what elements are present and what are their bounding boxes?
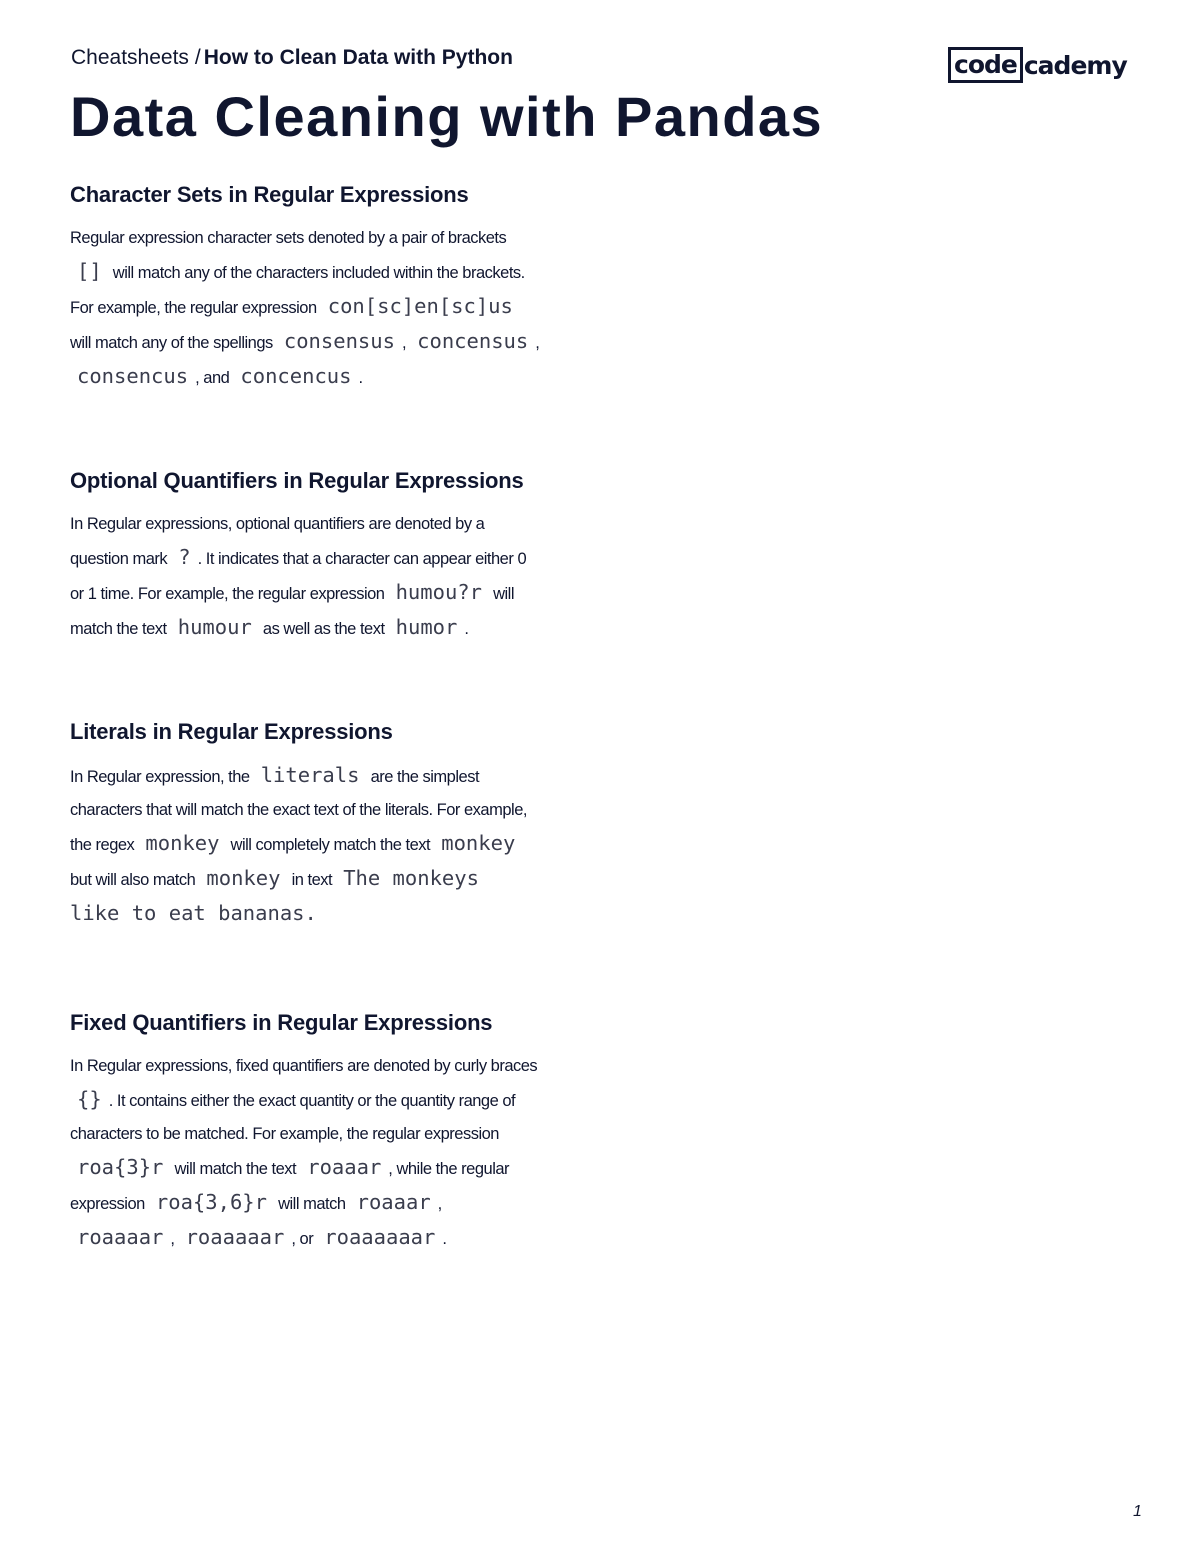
breadcrumb-cheatsheets-link[interactable]: Cheatsheets [71,46,189,69]
inline-code: consencus [77,364,189,388]
breadcrumb-current[interactable]: How to Clean Data with Python [203,46,513,69]
inline-code: consensus [283,329,395,353]
inline-code: monkey [206,866,281,890]
body-text: , or [291,1230,314,1248]
body-text: In Regular expressions, fixed quantifiers are denoted by curly braces [70,1057,538,1075]
page-number: 1 [1133,1503,1142,1520]
inline-code: roaaar [307,1155,382,1179]
inline-code: roa{3,6}r [155,1190,267,1214]
section-character-sets [70,180,540,395]
body-text: , [170,1230,175,1248]
body-text: In Regular expressions, optional quantifiers are denoted by a question mark [70,515,485,568]
body-text: will match [278,1195,346,1213]
inline-code: roaaar [356,1190,431,1214]
body-text: . It indicates that a character can appear either 0 or 1 time. For example, the regular expression [70,550,527,603]
inline-code: concensus [417,329,529,353]
inline-code: humou?r [395,580,482,604]
breadcrumb-separator: / [194,46,201,69]
inline-code: ? [178,545,191,569]
inline-code: con[sc]en[sc]us [327,294,513,318]
inline-code: concencus [240,364,352,388]
inline-code: humor [395,615,458,639]
body-text: In Regular expression, the [70,768,250,786]
body-text: . [442,1230,447,1248]
body-text: , and [195,369,230,387]
body-text: but will also match [70,871,196,889]
inline-code: roaaaaar [185,1225,285,1249]
inline-code: roaaaaaar [324,1225,436,1249]
section-heading: Optional Quantifiers in Regular Expressions [70,468,524,493]
body-text: will match the text [174,1160,297,1178]
body-text: Regular expression character sets denoted by a pair of brackets [70,229,507,247]
body-text: . It contains either the exact quantity or the quantity range of characters to be matched. For example, the regular expression [70,1092,516,1143]
codecademy-logo[interactable] [948,46,1127,84]
body-text: will match the text [70,585,515,638]
section-optional-quantifiers [70,466,540,646]
body-text: . [358,369,363,387]
inline-code: literals [260,763,360,787]
section-body [70,222,540,395]
inline-code: monkey [145,831,220,855]
inline-code: monkey [441,831,516,855]
section-heading: Character Sets in Regular Expressions [70,182,469,207]
body-text: will match any of the spellings [70,334,273,352]
body-text: , while the regular expression [70,1160,510,1213]
body-text: . [464,620,469,638]
inline-code: humour [177,615,252,639]
section-fixed-quantifiers [70,1008,540,1256]
section-heading: Fixed Quantifiers in Regular Expressions [70,1010,493,1035]
inline-code: [] [77,259,102,283]
body-text: as well as the text [262,620,385,638]
inline-code: {} [77,1087,102,1111]
body-text: , [535,334,540,352]
body-text: are the simplest characters that will match the exact text of the literals. For example, the regex [70,768,527,854]
section-heading: Literals in Regular Expressions [70,719,393,744]
inline-code: roa{3}r [77,1155,164,1179]
body-text: will completely match the text [230,836,431,854]
section-body [70,1050,540,1256]
logo-cademy-text: cademy [1023,50,1127,80]
body-text: , [437,1195,442,1213]
inline-code: roaaaar [77,1225,164,1249]
body-text: will match any of the characters included within the brackets. For example, the regular expression [70,264,525,317]
body-text: in text [291,871,333,889]
section-body [70,508,540,646]
section-literals [70,717,540,932]
page-title: Data Cleaning with Pandas [70,85,824,148]
logo-code-box: code [948,47,1023,83]
breadcrumb [71,44,513,72]
body-text: , [401,334,407,352]
inline-code: The monkeys like to eat bananas. [70,866,479,925]
section-body [70,759,540,932]
